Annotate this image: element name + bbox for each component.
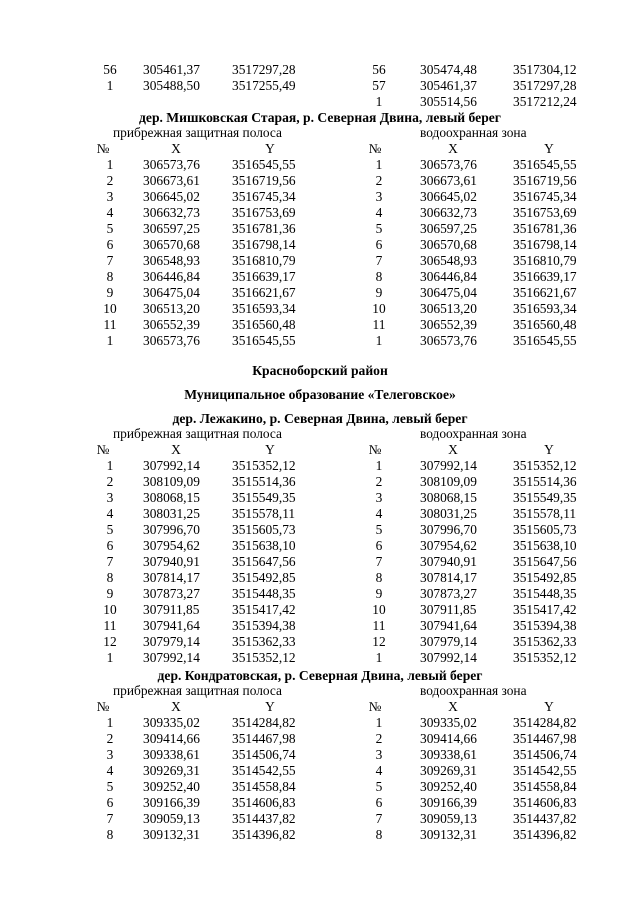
zone-label-left: прибрежная защитная полоса (113, 125, 282, 140)
column-header-num: № (96, 141, 110, 156)
left-x-value: 306645,02 (143, 189, 200, 204)
right-y-value: 3516621,67 (513, 285, 577, 300)
left-point-number: 1 (106, 157, 114, 172)
left-y-value: 3517297,28 (232, 62, 296, 77)
left-y-value: 3514542,55 (232, 763, 296, 778)
zone-label-right: водоохранная зона (420, 683, 527, 698)
left-point-number: 4 (106, 763, 114, 778)
left-x-value: 307873,27 (143, 586, 200, 601)
right-point-number: 11 (372, 618, 386, 633)
right-y-value: 3514437,82 (513, 811, 577, 826)
column-header-num: № (368, 699, 382, 714)
zone-label-left: прибрежная защитная полоса (113, 683, 282, 698)
right-y-value: 3514542,55 (513, 763, 577, 778)
right-x-value: 305514,56 (420, 94, 477, 109)
right-y-value: 3516545,55 (513, 157, 577, 172)
column-header-x: X (448, 442, 458, 457)
left-x-value: 307992,14 (143, 458, 200, 473)
right-y-value: 3515352,12 (513, 650, 577, 665)
right-y-value: 3517212,24 (513, 94, 577, 109)
right-x-value: 307979,14 (420, 634, 477, 649)
left-point-number: 5 (106, 779, 114, 794)
right-y-value: 3515394,38 (513, 618, 577, 633)
column-header-num: № (368, 141, 382, 156)
right-x-value: 307941,64 (420, 618, 477, 633)
left-point-number: 11 (103, 317, 117, 332)
left-x-value: 309414,66 (143, 731, 200, 746)
left-y-value: 3515448,35 (232, 586, 296, 601)
left-point-number: 5 (106, 221, 114, 236)
right-point-number: 9 (375, 285, 383, 300)
right-point-number: 6 (375, 237, 383, 252)
left-y-value: 3514396,82 (232, 827, 296, 842)
column-header-y: Y (265, 442, 275, 457)
column-header-y: Y (544, 699, 554, 714)
left-point-number: 6 (106, 795, 114, 810)
right-point-number: 8 (375, 570, 383, 585)
column-header-x: X (448, 699, 458, 714)
right-y-value: 3514606,83 (513, 795, 577, 810)
right-x-value: 309166,39 (420, 795, 477, 810)
left-y-value: 3515352,12 (232, 458, 296, 473)
district-heading: Красноборский район (252, 363, 388, 378)
left-x-value: 309269,31 (143, 763, 200, 778)
right-x-value: 308109,09 (420, 474, 477, 489)
right-point-number: 8 (375, 827, 383, 842)
left-y-value: 3516798,14 (232, 237, 296, 252)
section-title: дер. Кондратовская, р. Северная Двина, левый берег (157, 668, 483, 683)
column-header-x: X (171, 699, 181, 714)
municipality-heading: Муниципальное образование «Телеговское» (184, 387, 456, 402)
section-title: дер. Мишковская Старая, р. Северная Двина, левый берег (139, 110, 501, 125)
right-y-value: 3517297,28 (513, 78, 577, 93)
left-x-value: 307940,91 (143, 554, 200, 569)
left-x-value: 306573,76 (143, 333, 200, 348)
left-x-value: 309059,13 (143, 811, 200, 826)
left-point-number: 56 (103, 62, 117, 77)
column-header-num: № (96, 442, 110, 457)
left-x-value: 307941,64 (143, 618, 200, 633)
left-y-value: 3516719,56 (232, 173, 296, 188)
right-x-value: 307814,17 (420, 570, 477, 585)
left-y-value: 3515417,42 (232, 602, 296, 617)
left-y-value: 3515362,33 (232, 634, 296, 649)
right-y-value: 3516593,34 (513, 301, 577, 316)
zone-label-right: водоохранная зона (420, 426, 527, 441)
right-x-value: 307940,91 (420, 554, 477, 569)
right-x-value: 306570,68 (420, 237, 477, 252)
left-y-value: 3517255,49 (232, 78, 296, 93)
left-x-value: 307992,14 (143, 650, 200, 665)
left-y-value: 3514284,82 (232, 715, 296, 730)
right-x-value: 306645,02 (420, 189, 477, 204)
left-y-value: 3515549,35 (232, 490, 296, 505)
left-x-value: 308068,15 (143, 490, 200, 505)
right-point-number: 7 (375, 253, 383, 268)
left-point-number: 6 (106, 237, 114, 252)
left-y-value: 3516545,55 (232, 333, 296, 348)
left-point-number: 4 (106, 506, 114, 521)
left-y-value: 3516621,67 (232, 285, 296, 300)
left-y-value: 3514437,82 (232, 811, 296, 826)
left-point-number: 8 (106, 269, 114, 284)
left-x-value: 307979,14 (143, 634, 200, 649)
left-point-number: 9 (106, 586, 114, 601)
column-header-x: X (171, 442, 181, 457)
right-y-value: 3514284,82 (513, 715, 577, 730)
column-header-y: Y (544, 442, 554, 457)
left-point-number: 5 (106, 522, 114, 537)
right-point-number: 1 (375, 458, 383, 473)
right-y-value: 3517304,12 (513, 62, 577, 77)
right-x-value: 306673,61 (420, 173, 477, 188)
right-y-value: 3516560,48 (513, 317, 577, 332)
left-point-number: 12 (103, 634, 117, 649)
right-point-number: 7 (375, 811, 383, 826)
right-y-value: 3516753,69 (513, 205, 577, 220)
right-x-value: 307873,27 (420, 586, 477, 601)
left-y-value: 3516810,79 (232, 253, 296, 268)
right-x-value: 306513,20 (420, 301, 477, 316)
right-y-value: 3515448,35 (513, 586, 577, 601)
left-x-value: 307954,62 (143, 538, 200, 553)
right-point-number: 12 (372, 634, 386, 649)
right-y-value: 3515362,33 (513, 634, 577, 649)
left-point-number: 2 (106, 173, 114, 188)
left-point-number: 1 (106, 333, 114, 348)
left-y-value: 3516753,69 (232, 205, 296, 220)
right-y-value: 3514467,98 (513, 731, 577, 746)
right-x-value: 306573,76 (420, 157, 477, 172)
right-x-value: 309059,13 (420, 811, 477, 826)
right-x-value: 308068,15 (420, 490, 477, 505)
right-point-number: 4 (375, 506, 383, 521)
left-x-value: 306548,93 (143, 253, 200, 268)
left-x-value: 309252,40 (143, 779, 200, 794)
right-y-value: 3516719,56 (513, 173, 577, 188)
left-y-value: 3514506,74 (232, 747, 296, 762)
left-point-number: 4 (106, 205, 114, 220)
left-y-value: 3516545,55 (232, 157, 296, 172)
left-y-value: 3516560,48 (232, 317, 296, 332)
left-x-value: 306573,76 (143, 157, 200, 172)
right-x-value: 309338,61 (420, 747, 477, 762)
left-point-number: 7 (106, 811, 114, 826)
left-y-value: 3516639,17 (232, 269, 296, 284)
left-y-value: 3515352,12 (232, 650, 296, 665)
right-x-value: 306446,84 (420, 269, 477, 284)
right-y-value: 3516745,34 (513, 189, 577, 204)
right-point-number: 56 (372, 62, 386, 77)
left-point-number: 1 (106, 650, 114, 665)
right-point-number: 7 (375, 554, 383, 569)
right-point-number: 4 (375, 205, 383, 220)
left-point-number: 3 (106, 747, 114, 762)
right-y-value: 3515514,36 (513, 474, 577, 489)
right-y-value: 3516781,36 (513, 221, 577, 236)
left-x-value: 305461,37 (143, 62, 200, 77)
left-y-value: 3516781,36 (232, 221, 296, 236)
right-point-number: 3 (375, 490, 383, 505)
right-point-number: 2 (375, 731, 383, 746)
right-y-value: 3515578,11 (513, 506, 577, 521)
left-point-number: 7 (106, 253, 114, 268)
right-point-number: 6 (375, 795, 383, 810)
right-point-number: 6 (375, 538, 383, 553)
right-x-value: 307992,14 (420, 458, 477, 473)
left-x-value: 308031,25 (143, 506, 200, 521)
left-y-value: 3515394,38 (232, 618, 296, 633)
right-point-number: 8 (375, 269, 383, 284)
right-point-number: 2 (375, 474, 383, 489)
right-y-value: 3515417,42 (513, 602, 577, 617)
left-point-number: 2 (106, 731, 114, 746)
right-y-value: 3515549,35 (513, 490, 577, 505)
right-x-value: 309414,66 (420, 731, 477, 746)
left-point-number: 8 (106, 827, 114, 842)
left-y-value: 3515638,10 (232, 538, 296, 553)
right-x-value: 305461,37 (420, 78, 477, 93)
column-header-num: № (368, 442, 382, 457)
left-y-value: 3516593,34 (232, 301, 296, 316)
left-point-number: 3 (106, 490, 114, 505)
right-y-value: 3516810,79 (513, 253, 577, 268)
right-y-value: 3515352,12 (513, 458, 577, 473)
right-point-number: 11 (372, 317, 386, 332)
left-y-value: 3515514,36 (232, 474, 296, 489)
right-x-value: 306632,73 (420, 205, 477, 220)
right-point-number: 3 (375, 747, 383, 762)
left-point-number: 10 (103, 602, 117, 617)
left-y-value: 3515605,73 (232, 522, 296, 537)
right-point-number: 4 (375, 763, 383, 778)
left-x-value: 309338,61 (143, 747, 200, 762)
right-point-number: 1 (375, 333, 383, 348)
right-point-number: 5 (375, 779, 383, 794)
left-point-number: 11 (103, 618, 117, 633)
left-x-value: 306475,04 (143, 285, 200, 300)
left-x-value: 305488,50 (143, 78, 200, 93)
right-y-value: 3514396,82 (513, 827, 577, 842)
zone-label-right: водоохранная зона (420, 125, 527, 140)
left-point-number: 9 (106, 285, 114, 300)
left-x-value: 306632,73 (143, 205, 200, 220)
right-y-value: 3516545,55 (513, 333, 577, 348)
right-x-value: 306475,04 (420, 285, 477, 300)
right-x-value: 308031,25 (420, 506, 477, 521)
right-x-value: 307996,70 (420, 522, 477, 537)
column-header-x: X (448, 141, 458, 156)
left-x-value: 307911,85 (143, 602, 200, 617)
right-x-value: 306548,93 (420, 253, 477, 268)
left-y-value: 3516745,34 (232, 189, 296, 204)
left-x-value: 309335,02 (143, 715, 200, 730)
right-x-value: 309335,02 (420, 715, 477, 730)
left-x-value: 307814,17 (143, 570, 200, 585)
section-title: дер. Лежакино, р. Северная Двина, левый берег (172, 411, 468, 426)
right-y-value: 3515647,56 (513, 554, 577, 569)
left-point-number: 1 (106, 715, 114, 730)
left-point-number: 2 (106, 474, 114, 489)
right-x-value: 307954,62 (420, 538, 477, 553)
left-y-value: 3515492,85 (232, 570, 296, 585)
zone-label-left: прибрежная защитная полоса (113, 426, 282, 441)
left-x-value: 306570,68 (143, 237, 200, 252)
right-point-number: 1 (375, 94, 383, 109)
right-point-number: 1 (375, 715, 383, 730)
right-point-number: 5 (375, 522, 383, 537)
left-point-number: 3 (106, 189, 114, 204)
right-point-number: 10 (372, 301, 386, 316)
left-point-number: 1 (106, 78, 114, 93)
left-x-value: 306673,61 (143, 173, 200, 188)
left-x-value: 306513,20 (143, 301, 200, 316)
left-y-value: 3514558,84 (232, 779, 296, 794)
right-point-number: 9 (375, 586, 383, 601)
left-x-value: 306597,25 (143, 221, 200, 236)
left-x-value: 307996,70 (143, 522, 200, 537)
column-header-x: X (171, 141, 181, 156)
column-header-y: Y (265, 141, 275, 156)
right-y-value: 3516798,14 (513, 237, 577, 252)
left-x-value: 306446,84 (143, 269, 200, 284)
right-point-number: 3 (375, 189, 383, 204)
left-point-number: 6 (106, 538, 114, 553)
right-point-number: 5 (375, 221, 383, 236)
left-x-value: 309132,31 (143, 827, 200, 842)
right-y-value: 3514558,84 (513, 779, 577, 794)
left-x-value: 306552,39 (143, 317, 200, 332)
right-x-value: 306552,39 (420, 317, 477, 332)
left-x-value: 308109,09 (143, 474, 200, 489)
right-x-value: 306597,25 (420, 221, 477, 236)
left-point-number: 10 (103, 301, 117, 316)
right-y-value: 3516639,17 (513, 269, 577, 284)
right-y-value: 3515492,85 (513, 570, 577, 585)
right-point-number: 1 (375, 157, 383, 172)
left-y-value: 3515578,11 (232, 506, 296, 521)
column-header-y: Y (544, 141, 554, 156)
left-y-value: 3514606,83 (232, 795, 296, 810)
right-point-number: 10 (372, 602, 386, 617)
left-point-number: 7 (106, 554, 114, 569)
column-header-y: Y (265, 699, 275, 714)
right-point-number: 1 (375, 650, 383, 665)
right-y-value: 3515605,73 (513, 522, 577, 537)
right-x-value: 309132,31 (420, 827, 477, 842)
left-y-value: 3515647,56 (232, 554, 296, 569)
right-y-value: 3515638,10 (513, 538, 577, 553)
right-x-value: 307911,85 (420, 602, 477, 617)
left-point-number: 8 (106, 570, 114, 585)
right-x-value: 309252,40 (420, 779, 477, 794)
right-y-value: 3514506,74 (513, 747, 577, 762)
right-x-value: 309269,31 (420, 763, 477, 778)
left-point-number: 1 (106, 458, 114, 473)
left-y-value: 3514467,98 (232, 731, 296, 746)
right-point-number: 57 (372, 78, 386, 93)
right-x-value: 305474,48 (420, 62, 477, 77)
column-header-num: № (96, 699, 110, 714)
left-x-value: 309166,39 (143, 795, 200, 810)
right-x-value: 306573,76 (420, 333, 477, 348)
right-point-number: 2 (375, 173, 383, 188)
right-x-value: 307992,14 (420, 650, 477, 665)
